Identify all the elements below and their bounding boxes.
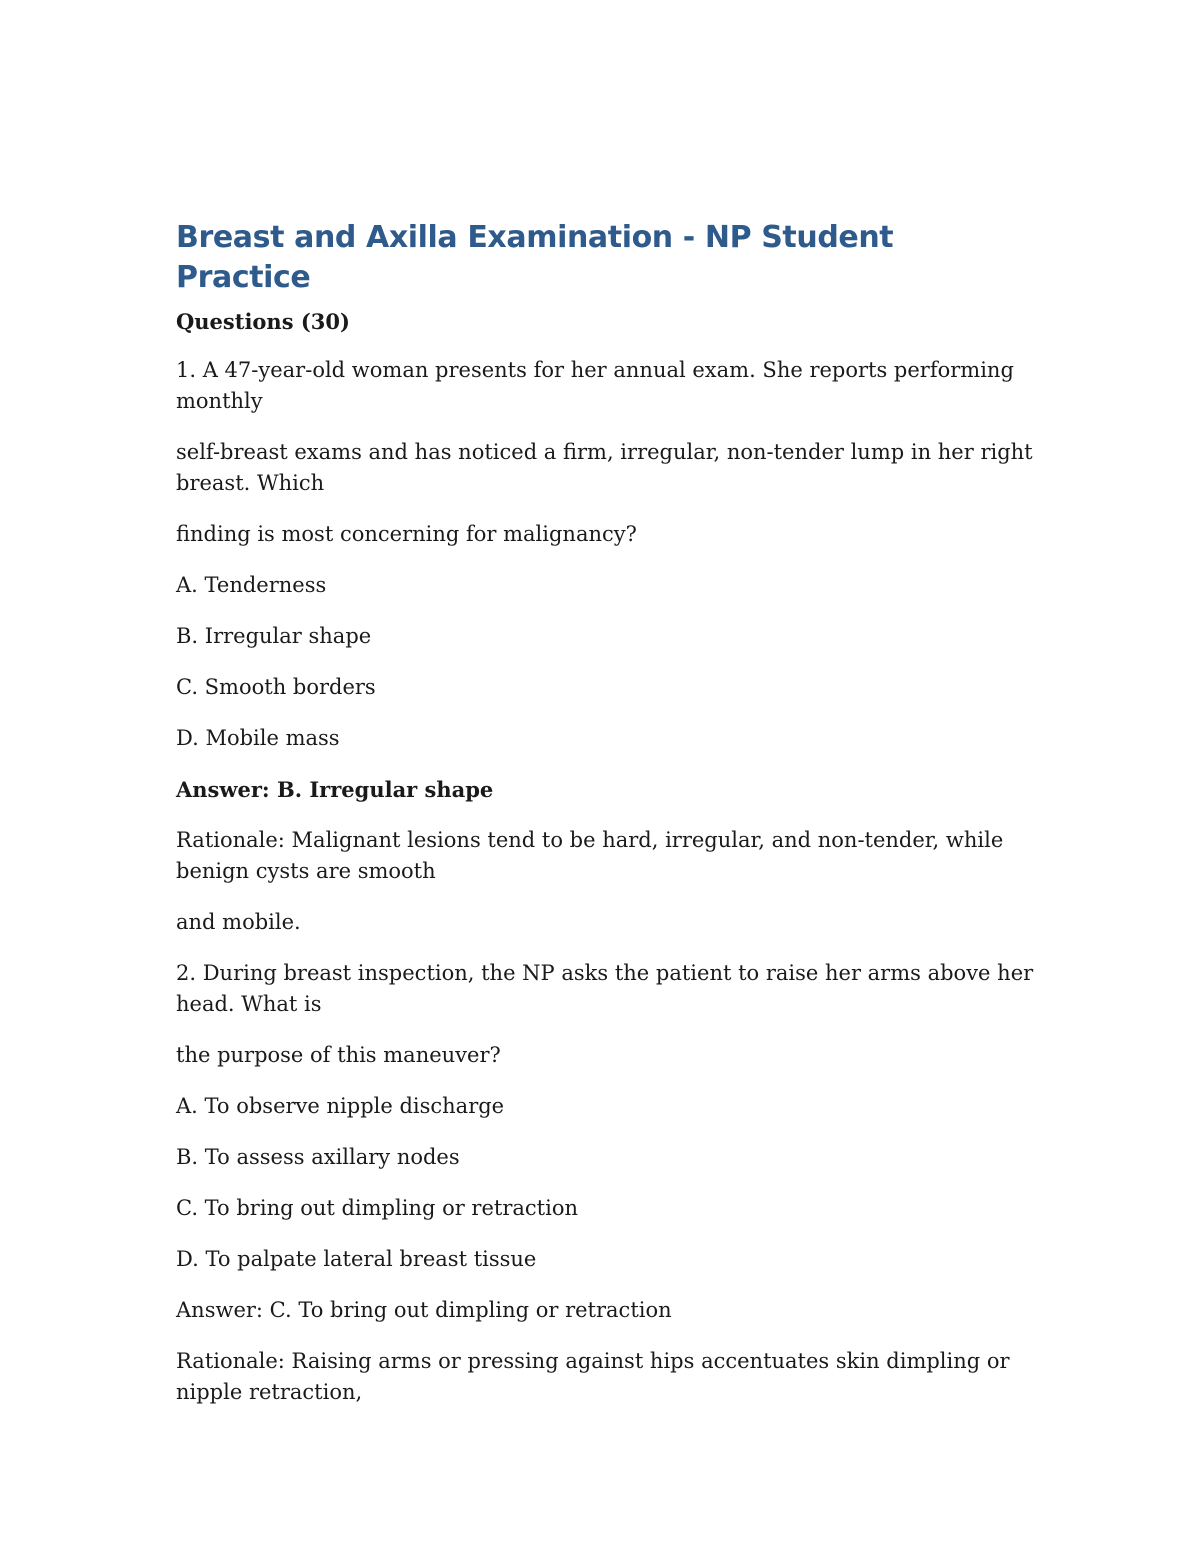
document-page (176, 218, 1036, 1428)
paragraph: 2. During breast inspection, the NP asks the patient to raise her arms above her head. What is (176, 961, 1034, 1016)
paragraph: A. To observe nipple discharge (176, 1094, 505, 1118)
paragraph: C. Smooth borders (176, 675, 376, 699)
paragraph: B. Irregular shape (176, 624, 372, 648)
document-title: Breast and Axilla Examination - NP Student Practice (176, 220, 894, 295)
paragraph: and mobile. (176, 910, 301, 934)
paragraph: 1. A 47-year-old woman presents for her annual exam. She reports performing monthly (176, 358, 1014, 413)
paragraph: Answer: B. Irregular shape (176, 777, 494, 802)
paragraph: Rationale: Raising arms or pressing against hips accentuates skin dimpling or nipple retraction, (176, 1349, 1010, 1404)
paragraph: finding is most concerning for malignancy? (176, 522, 637, 546)
paragraph: Rationale: Malignant lesions tend to be hard, irregular, and non-tender, while benign cysts are smooth (176, 828, 1004, 883)
paragraph: self-breast exams and has noticed a firm, irregular, non-tender lump in her right breast. Which (176, 440, 1033, 495)
document-subtitle: Questions (30) (176, 309, 350, 334)
paragraph: C. To bring out dimpling or retraction (176, 1196, 578, 1220)
paragraph: the purpose of this maneuver? (176, 1043, 501, 1067)
paragraph: D. Mobile mass (176, 726, 340, 750)
paragraph: B. To assess axillary nodes (176, 1145, 460, 1169)
paragraph: A. Tenderness (176, 573, 327, 597)
paragraph: Answer: C. To bring out dimpling or retraction (176, 1298, 672, 1322)
paragraph: D. To palpate lateral breast tissue (176, 1247, 537, 1271)
document-body (176, 355, 1036, 1408)
